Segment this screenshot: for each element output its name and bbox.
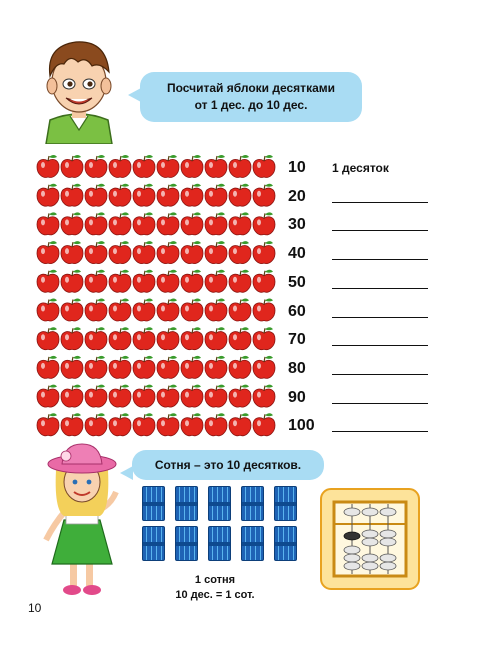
apple bbox=[157, 184, 179, 206]
apple bbox=[181, 385, 203, 407]
apple bbox=[61, 385, 83, 407]
apple bbox=[229, 356, 251, 378]
apple bbox=[181, 212, 203, 234]
apple bbox=[109, 385, 131, 407]
apple bbox=[253, 356, 275, 378]
apple bbox=[85, 270, 107, 292]
apple-grid bbox=[36, 152, 278, 440]
caption-line-1: 1 сотня bbox=[194, 574, 236, 586]
row-number: 70 bbox=[288, 331, 306, 349]
apple bbox=[253, 327, 275, 349]
apple bbox=[85, 327, 107, 349]
apple bbox=[109, 299, 131, 321]
apple bbox=[205, 212, 227, 234]
apple bbox=[37, 299, 59, 321]
ten-sticks-bundle bbox=[241, 486, 264, 521]
ten-sticks-bundle bbox=[241, 526, 264, 561]
row-number: 20 bbox=[288, 187, 306, 205]
apple bbox=[37, 155, 59, 177]
apple bbox=[61, 299, 83, 321]
apple bbox=[253, 413, 275, 435]
apple bbox=[85, 241, 107, 263]
ten-sticks-bundle bbox=[175, 526, 198, 561]
apple bbox=[109, 413, 131, 435]
row-number: 60 bbox=[288, 302, 306, 320]
apple bbox=[37, 356, 59, 378]
apple bbox=[37, 212, 59, 234]
apple bbox=[157, 241, 179, 263]
hundred-definition: Сотня – это 10 десятков. bbox=[154, 458, 302, 472]
apple bbox=[85, 299, 107, 321]
apple bbox=[85, 385, 107, 407]
apple bbox=[229, 299, 251, 321]
apple bbox=[205, 356, 227, 378]
row-number: 100 bbox=[288, 417, 315, 435]
apple bbox=[85, 356, 107, 378]
apple bbox=[133, 356, 155, 378]
ten-sticks-bundle bbox=[142, 486, 165, 521]
boy-illustration bbox=[36, 32, 122, 144]
apple bbox=[253, 184, 275, 206]
answer-line[interactable] bbox=[332, 430, 428, 432]
apple bbox=[157, 327, 179, 349]
apple bbox=[61, 327, 83, 349]
apple bbox=[109, 155, 131, 177]
apple bbox=[157, 385, 179, 407]
abacus-illustration bbox=[320, 488, 420, 590]
apple bbox=[61, 241, 83, 263]
instruction-line-1: Посчитай яблоки десятками bbox=[166, 81, 335, 95]
apple bbox=[61, 212, 83, 234]
apple bbox=[181, 299, 203, 321]
apple bbox=[61, 270, 83, 292]
answer-line[interactable] bbox=[332, 344, 428, 346]
apple bbox=[157, 413, 179, 435]
apple bbox=[109, 327, 131, 349]
apple bbox=[253, 155, 275, 177]
apple bbox=[253, 212, 275, 234]
apple bbox=[181, 413, 203, 435]
apple bbox=[253, 241, 275, 263]
answer-line[interactable] bbox=[332, 373, 428, 375]
answer-line[interactable] bbox=[332, 229, 428, 231]
apple bbox=[253, 270, 275, 292]
apple bbox=[205, 155, 227, 177]
apple bbox=[37, 241, 59, 263]
apple bbox=[37, 270, 59, 292]
girl-illustration bbox=[36, 440, 128, 600]
apple bbox=[157, 270, 179, 292]
apple bbox=[85, 212, 107, 234]
apple bbox=[229, 327, 251, 349]
row-answer-text: 1 десяток bbox=[332, 161, 389, 175]
apple bbox=[229, 413, 251, 435]
row-number: 80 bbox=[288, 359, 306, 377]
apple bbox=[181, 184, 203, 206]
apple bbox=[229, 212, 251, 234]
apple bbox=[181, 356, 203, 378]
apple bbox=[157, 212, 179, 234]
apple bbox=[133, 155, 155, 177]
apple bbox=[85, 155, 107, 177]
apple bbox=[181, 155, 203, 177]
apple bbox=[37, 184, 59, 206]
apple bbox=[205, 270, 227, 292]
apple bbox=[133, 270, 155, 292]
apple bbox=[157, 299, 179, 321]
apple bbox=[109, 356, 131, 378]
apple bbox=[37, 413, 59, 435]
ten-sticks-bundle bbox=[142, 526, 165, 561]
answer-line[interactable] bbox=[332, 258, 428, 260]
caption bbox=[150, 573, 280, 603]
apple bbox=[61, 356, 83, 378]
apple bbox=[109, 270, 131, 292]
apple bbox=[205, 327, 227, 349]
apple bbox=[205, 241, 227, 263]
apple bbox=[229, 241, 251, 263]
apple bbox=[37, 385, 59, 407]
apple bbox=[253, 299, 275, 321]
apple bbox=[181, 327, 203, 349]
apple bbox=[109, 212, 131, 234]
apple bbox=[85, 184, 107, 206]
ten-sticks-bundle bbox=[274, 526, 297, 561]
row-number: 40 bbox=[288, 245, 306, 263]
apple bbox=[181, 270, 203, 292]
apple bbox=[133, 212, 155, 234]
ten-sticks-bundle bbox=[274, 486, 297, 521]
ten-sticks-bundle bbox=[208, 526, 231, 561]
apple bbox=[157, 155, 179, 177]
page-number: 10 bbox=[28, 601, 42, 615]
answer-line[interactable] bbox=[332, 201, 428, 203]
apple bbox=[205, 184, 227, 206]
speech-bubble-hundred bbox=[132, 450, 324, 480]
apple bbox=[133, 385, 155, 407]
apple bbox=[229, 385, 251, 407]
apple bbox=[133, 327, 155, 349]
apple bbox=[37, 327, 59, 349]
ten-sticks-bundle bbox=[175, 486, 198, 521]
row-number: 90 bbox=[288, 388, 306, 406]
apple bbox=[157, 356, 179, 378]
apple bbox=[133, 413, 155, 435]
row-number: 10 bbox=[288, 159, 306, 176]
ten-sticks-bundle bbox=[208, 486, 231, 521]
apple bbox=[181, 241, 203, 263]
apple bbox=[109, 241, 131, 263]
apple bbox=[205, 385, 227, 407]
row-number: 30 bbox=[288, 216, 306, 234]
apple bbox=[229, 155, 251, 177]
answer-line[interactable] bbox=[332, 402, 428, 404]
apple bbox=[109, 184, 131, 206]
apple bbox=[133, 184, 155, 206]
row-number: 50 bbox=[288, 273, 306, 291]
speech-bubble-instruction bbox=[140, 72, 362, 122]
apple bbox=[61, 413, 83, 435]
apple bbox=[229, 270, 251, 292]
answer-line[interactable] bbox=[332, 316, 428, 318]
instruction-line-2: от 1 дес. до 10 дес. bbox=[194, 98, 308, 112]
apple bbox=[61, 155, 83, 177]
caption-line-2: 10 дес. = 1 сот. bbox=[175, 589, 255, 601]
apple bbox=[205, 413, 227, 435]
apple bbox=[133, 299, 155, 321]
apple bbox=[85, 413, 107, 435]
apple bbox=[133, 241, 155, 263]
apple bbox=[253, 385, 275, 407]
apple bbox=[205, 299, 227, 321]
apple bbox=[229, 184, 251, 206]
apple bbox=[61, 184, 83, 206]
answer-line[interactable] bbox=[332, 287, 428, 289]
